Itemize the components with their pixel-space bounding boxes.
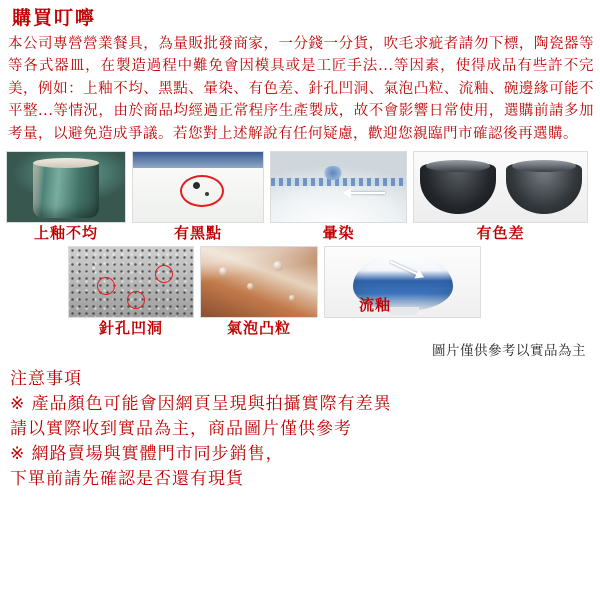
caption-uneven-glaze: 上釉不均 bbox=[33, 224, 98, 243]
body-paragraph-text: 本公司專營營業餐具，為量販批發商家，一分錢一分貨，吹毛求疵者請勿下標，陶瓷器等等各式器皿，在製造過程中難免會因模具或是工匠手法...等因素，使得成品有些許不完美，例如：上釉不均、黑點、暈染、有色差、針孔凹洞、氣泡凸粒、流釉、碗邊緣可能不平整...等情況，由於商品均經過正常程序生產製成，故不會影響日常使用，選購前請多加考量，以避免造成爭議。若您對上述解說有任何疑慮，歡迎您親臨門市確認後再選購。 bbox=[8, 35, 594, 142]
photo-cell-black-spots bbox=[132, 151, 264, 242]
page-title: 購買叮嚀 bbox=[12, 7, 97, 29]
photo-cell-pinholes bbox=[68, 246, 194, 337]
caption-color-bleed: 暈染 bbox=[322, 224, 355, 243]
defect-photo-grid bbox=[0, 151, 600, 359]
arrow-annotation-icon bbox=[349, 192, 385, 194]
notice-heading: 注意事項 bbox=[10, 369, 82, 390]
photo-row-2 bbox=[6, 246, 594, 337]
uneven-glaze-photo bbox=[6, 151, 126, 223]
photo-cell-uneven-glaze bbox=[6, 151, 126, 242]
body-paragraph bbox=[0, 33, 600, 146]
photo-cell-flowing-glaze bbox=[324, 246, 481, 337]
notice-line-4: 下單前請先確認是否還有現貨 bbox=[10, 469, 244, 490]
color-difference-photo bbox=[413, 151, 588, 223]
flowing-glaze-photo bbox=[324, 246, 481, 318]
photo-cell-bubbles bbox=[200, 246, 318, 337]
photo-row-1 bbox=[6, 151, 594, 242]
caption-black-spots: 有黑點 bbox=[173, 224, 222, 243]
notice-line-1: ※ 產品顏色可能會因網頁呈現與拍攝實際有差異 bbox=[10, 394, 392, 415]
caption-color-difference: 有色差 bbox=[476, 224, 525, 243]
pinholes-photo bbox=[68, 246, 194, 318]
bubbles-photo bbox=[200, 246, 318, 318]
caption-pinholes: 針孔凹洞 bbox=[98, 319, 163, 338]
notice-line-2: 請以實際收到實品為主，商品圖片僅供參考 bbox=[10, 419, 352, 440]
caption-flowing-glaze: 流釉 bbox=[359, 296, 392, 315]
red-circle-annotation-icon bbox=[180, 175, 224, 207]
photo-cell-color-difference bbox=[413, 151, 588, 242]
caption-bubbles: 氣泡凸粒 bbox=[226, 319, 291, 338]
image-disclaimer: 圖片僅供參考以實品為主 bbox=[432, 343, 586, 360]
notice-block bbox=[0, 359, 600, 492]
notice-line-3: ※ 網路賣場與實體門市同步銷售， bbox=[10, 444, 284, 465]
black-spots-photo bbox=[132, 151, 264, 223]
photo-cell-color-bleed bbox=[270, 151, 407, 242]
color-bleed-photo bbox=[270, 151, 407, 223]
